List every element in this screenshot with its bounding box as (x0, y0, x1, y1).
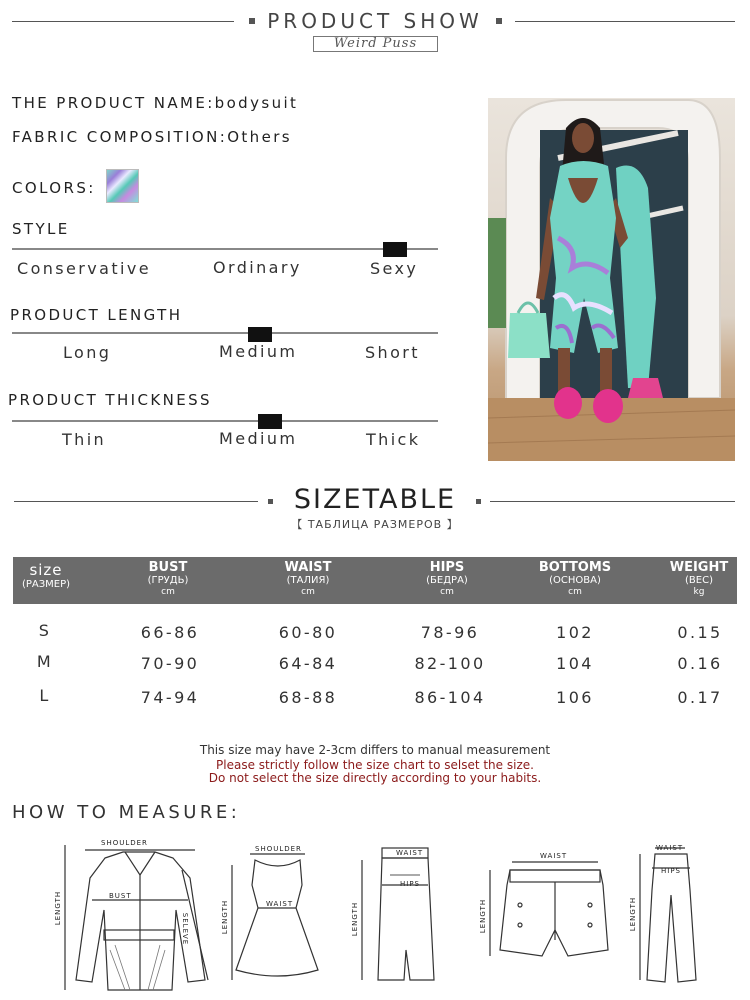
jacket-shoulder-label: SHOULDER (101, 839, 148, 847)
jacket-sleeve-label: SELEVE (181, 912, 190, 946)
cell-hips: 82-100 (414, 654, 486, 673)
col-bust-ru: (ГРУДЬ) (147, 575, 189, 586)
page-title: PRODUCT SHOW (267, 9, 483, 33)
fabric-composition (12, 128, 292, 146)
col-waist (268, 557, 348, 598)
shorts-waist-label: WAIST (540, 852, 568, 860)
style-scale-line (12, 248, 438, 250)
length-scale-line (12, 332, 438, 334)
col-waist-unit: cm (301, 587, 315, 597)
style-marker (383, 242, 407, 257)
style-label-conservative: Conservative (17, 259, 151, 278)
skirt-waist-label: WAIST (396, 849, 424, 857)
product-name: THE PRODUCT NAME:bodysuit (12, 94, 299, 112)
sizetable-header (13, 557, 737, 604)
col-weight-label: WEIGHT (669, 560, 729, 575)
thickness-scale-line (12, 420, 438, 422)
length-marker (248, 327, 272, 342)
thickness-label-thick: Thick (366, 430, 421, 449)
style-label-ordinary: Ordinary (213, 258, 302, 277)
fabric-value: Others (227, 128, 292, 146)
col-weight-unit: kg (693, 587, 705, 597)
col-size-ru: (РАЗМЕР) (21, 579, 71, 590)
model-illustration (488, 98, 735, 461)
cell-waist: 64-84 (278, 654, 338, 673)
col-waist-ru: (ТАЛИЯ) (286, 575, 330, 586)
shorts-diagram (490, 862, 608, 956)
skirt-length-label: LENGTH (351, 901, 360, 937)
col-size (13, 557, 79, 591)
col-weight-ru: (ВЕС) (685, 575, 713, 586)
measure-diagrams (0, 830, 750, 1000)
length-title: PRODUCT LENGTH (10, 306, 183, 324)
jacket-length-label: LENGTH (54, 890, 63, 926)
thickness-label-medium: Medium (219, 429, 298, 448)
thickness-marker (258, 414, 282, 429)
dress-waist-label: WAIST (266, 900, 294, 908)
skirt-hips-label: HIPS (400, 880, 420, 888)
col-bottoms-ru: (ОСНОВА) (549, 575, 601, 586)
col-bust-label: BUST (148, 560, 188, 575)
dress-length-label: LENGTH (221, 899, 230, 935)
col-hips-ru: (БЕДРА) (426, 575, 468, 586)
note-measurement: This size may have 2-3cm differs to manual measurement (199, 743, 551, 757)
cell-weight: 0.17 (677, 688, 723, 707)
cell-bottoms: 102 (556, 623, 594, 642)
jacket-bust-label: BUST (109, 892, 132, 900)
pants-hips-label: HIPS (661, 867, 681, 875)
cell-hips: 86-104 (414, 688, 486, 707)
cell-bust: 70-90 (140, 654, 200, 673)
color-swatch[interactable] (106, 169, 139, 203)
thickness-label-thin: Thin (62, 430, 107, 449)
cell-size: M (36, 652, 54, 671)
col-hips (407, 557, 487, 598)
col-bust-unit: cm (161, 587, 175, 597)
pants-length-label: LENGTH (629, 896, 638, 932)
cell-bust: 74-94 (140, 688, 200, 707)
how-to-measure-title: HOW TO MEASURE: (12, 802, 241, 823)
length-label-medium: Medium (219, 342, 298, 361)
sizetable-subtitle: 【 ТАБЛИЦА РАЗМЕРОВ 】 (291, 518, 459, 531)
col-bottoms-label: BOTTOMS (538, 560, 612, 575)
product-photo (488, 98, 735, 461)
skirt-diagram (362, 848, 434, 980)
cell-size: L (39, 686, 51, 705)
col-weight (663, 557, 735, 598)
cell-waist: 60-80 (278, 623, 338, 642)
col-size-label: size (29, 561, 63, 579)
cell-size: S (38, 621, 52, 640)
col-bust (128, 557, 208, 598)
pants-waist-label: WAIST (656, 844, 684, 852)
thickness-title: PRODUCT THICKNESS (8, 391, 212, 409)
style-title: STYLE (12, 220, 70, 238)
length-label-long: Long (63, 343, 112, 362)
cell-bust: 66-86 (140, 623, 200, 642)
cell-bottoms: 104 (556, 654, 594, 673)
col-bottoms-unit: cm (568, 587, 582, 597)
colors-label: COLORS: (12, 179, 96, 197)
cell-bottoms: 106 (556, 688, 594, 707)
col-hips-label: HIPS (429, 560, 465, 575)
sizetable-title: SIZETABLE (293, 484, 457, 515)
dress-diagram (232, 854, 318, 980)
shorts-length-label: LENGTH (479, 898, 488, 934)
fabric-label: FABRIC COMPOSITION: (12, 128, 228, 146)
col-hips-unit: cm (440, 587, 454, 597)
cell-weight: 0.16 (677, 654, 723, 673)
note-habits: Do not select the size directly according to your habits. (208, 771, 542, 785)
cell-waist: 68-88 (278, 688, 338, 707)
style-label-sexy: Sexy (370, 259, 419, 278)
brand-name: Weird Puss (313, 36, 438, 52)
cell-hips: 78-96 (420, 623, 480, 642)
dress-shoulder-label: SHOULDER (255, 845, 302, 853)
note-follow-chart: Please strictly follow the size chart to selset the size. (216, 758, 534, 772)
col-waist-label: WAIST (284, 560, 332, 575)
cell-weight: 0.15 (677, 623, 723, 642)
length-label-short: Short (365, 343, 420, 362)
col-bottoms (529, 557, 621, 598)
